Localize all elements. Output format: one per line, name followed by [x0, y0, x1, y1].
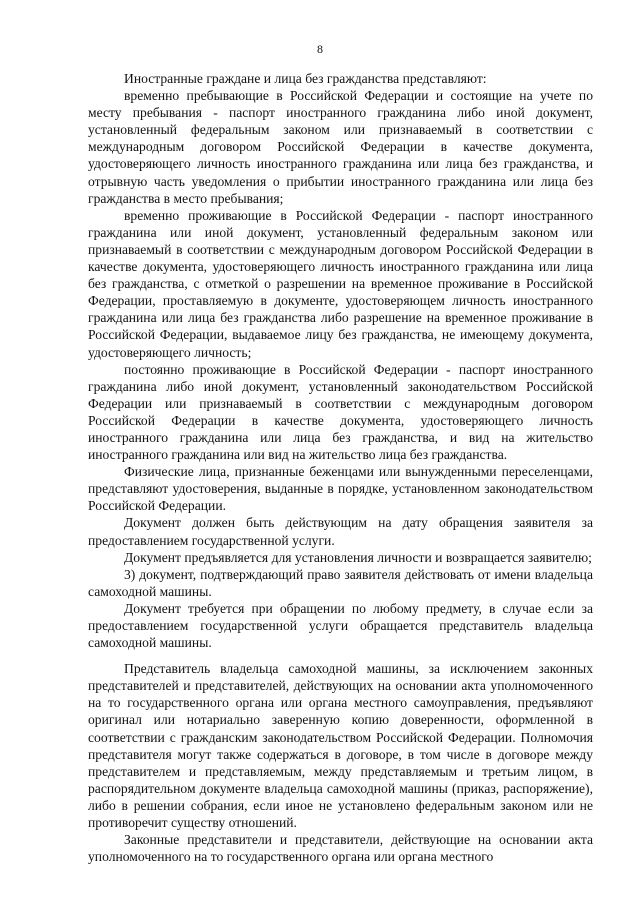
paragraph-item-3: 3) документ, подтверждающий право заявителя действовать от имени владельца самоходной машины. — [88, 566, 593, 599]
paragraph-permanent-residence: постоянно проживающие в Российской Федерации - паспорт иностранного гражданина либо иной документ, установленный законодательством Российской Федерации или признаваемый в соответствии с международным договором Российской Федерации в качестве документа, удостоверяющего личность иностранного гражданина или лица без гражданства, и вид на жительство иностранного гражданина или вид на жительство лица без гражданства. — [88, 361, 593, 463]
paragraph-refugees: Физические лица, признанные беженцами или вынужденными переселенцами, представляют удостоверения, выданные в порядке, установленном законодательством Российской Федерации. — [88, 464, 593, 514]
paragraph-document-returned: Документ предъявляется для установления личности и возвращается заявителю; — [124, 549, 592, 565]
page-number: 8 — [317, 42, 323, 56]
body-text — [88, 70, 593, 865]
paragraph-representative: Представитель владельца самоходной машины, за исключением законных представителей и представителей, действующих на основании акта уполномоченного на то государственного органа или органа местного самоуправления, предъявляют оригинал или нотариально заверенную копию доверенности, оформленной в соответствии с гражданским законодательством Российской Федерации. Полномочия представителя могут также содержаться в договоре, в том числе в договоре между представителем и представляемым, между представляемым и третьим лицом, в распорядительном документе владельца самоходной машины (приказ, распоряжение), либо в решении собрания, если иное не установлено федеральным законом или не противоречит существу отношений. — [88, 661, 593, 831]
paragraph-intro: Иностранные граждане и лица без гражданства представляют: — [124, 71, 487, 86]
paragraph-document-valid: Документ должен быть действующим на дату обращения заявителя за предоставлением государственной услуги. — [88, 515, 593, 548]
paragraph-temporary-stay: временно пребывающие в Российской Федерации и состоящие на учете по месту пребывания - паспорт иностранного гражданина либо иной документ, установленный федеральным законом или признаваемый в соответствии с международным договором Российской Федерации в качестве документа, удостоверяющего личность иностранного гражданина или лица без гражданства, и отрывную часть уведомления о прибытии иностранного гражданина или лица без гражданства в место пребывания; — [88, 88, 593, 206]
paragraph-legal-representatives: Законные представители и представители, действующие на основании акта уполномоченного на то государственного органа или органа местного — [88, 832, 593, 865]
paragraph-document-required: Документ требуется при обращении по любому предмету, в случае если за предоставлением государственной услуги обращается представитель владельца самоходной машины. — [88, 600, 593, 651]
paragraph-temporary-residence: временно проживающие в Российской Федерации - паспорт иностранного гражданина или иной документ, установленный федеральным законом или признаваемый в соответствии с международным договором Российской Федерации в качестве документа, удостоверяющего личность иностранного гражданина или лица без гражданства, с отметкой о разрешении на временное проживание в Российской Федерации, проставляемую в документе, удостоверяющем личность иностранного гражданина или лица без гражданства либо разрешение на временное проживание в Российской Федерации, выдаваемое лицу без гражданства, не имеющему документа, удостоверяющего личность; — [88, 207, 593, 360]
